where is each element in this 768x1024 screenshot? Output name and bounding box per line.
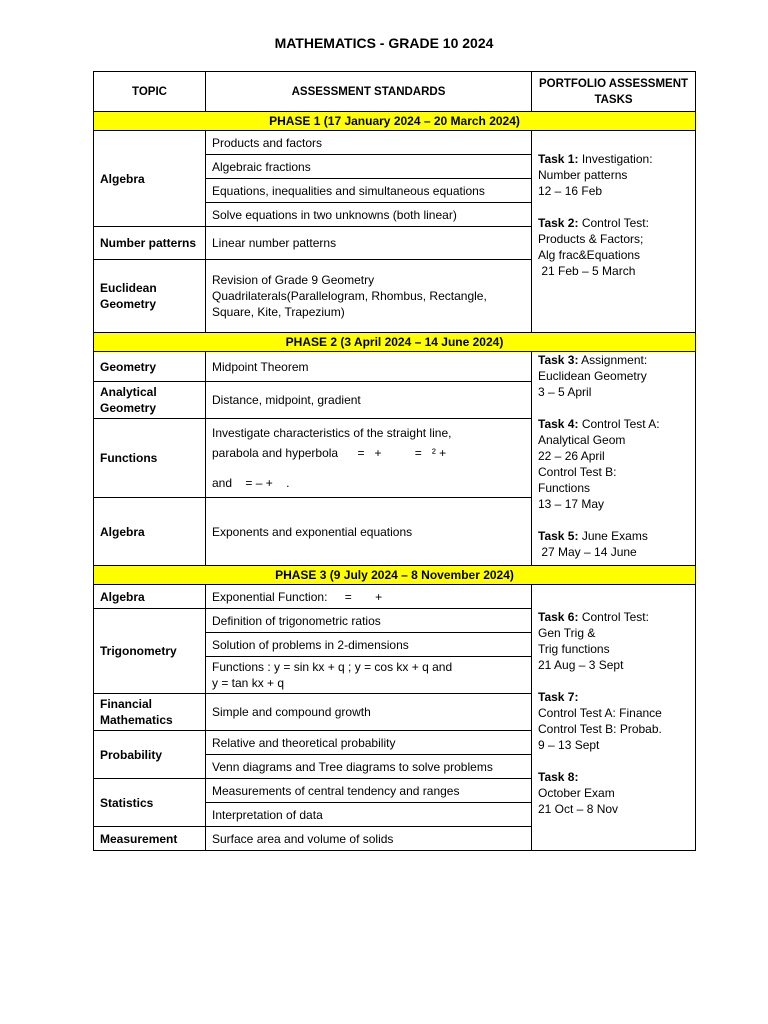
header-standards: ASSESSMENT STANDARDS [206,72,532,112]
task-5: Task 5: June Exams [538,529,648,543]
phase-3-banner: PHASE 3 (9 July 2024 – 8 November 2024) [94,566,696,585]
standard-cell: Investigate characteristics of the straight line, parabola and hyperbola = + = ² + and = – + . [206,419,532,498]
task-1: Task 1: Investigation: [538,152,653,166]
phase-1-banner: PHASE 1 (17 January 2024 – 20 March 2024) [94,112,696,131]
standard-cell: Revision of Grade 9 Geometry Quadrilaterals(Parallelogram, Rhombus, Rectangle, Square, Kite, Trapezium) [206,260,532,333]
topic-cell: Financial Mathematics [94,694,206,731]
topic-cell: Geometry [94,352,206,382]
standard-cell: Venn diagrams and Tree diagrams to solve problems [206,755,532,779]
topic-cell: Functions [94,419,206,498]
standard-cell: Surface area and volume of solids [206,827,532,851]
topic-cell: Algebra [94,585,206,609]
table-row [94,585,696,609]
topic-cell: Algebra [94,131,206,227]
standard-cell: Relative and theoretical probability [206,731,532,755]
standard-cell: Solution of problems in 2-dimensions [206,633,532,657]
standard-cell: Solve equations in two unknowns (both linear) [206,203,532,227]
task-2: Task 2: Control Test: [538,216,649,230]
portfolio-tasks-phase-3: Task 6: Control Test: Gen Trig & Trig functions 21 Aug – 3 Sept Task 7: Control Test A: Finance Control Test B: Probab. 9 – 13 Sept Task 8: October Exam 21 Oct – 8 Nov [532,585,696,851]
topic-cell: Euclidean Geometry [94,260,206,333]
table-header-row [94,72,696,112]
task-3: Task 3: Assignment: [538,353,648,367]
topic-cell: Statistics [94,779,206,827]
standard-cell: Distance, midpoint, gradient [206,382,532,419]
phase-row [94,566,696,585]
header-topic: TOPIC [94,72,206,112]
standard-cell: Simple and compound growth [206,694,532,731]
table-row [94,352,696,382]
task-6: Task 6: Control Test: [538,610,649,624]
phase-row [94,112,696,131]
standard-cell: Interpretation of data [206,803,532,827]
table-row [94,131,696,155]
header-portfolio: PORTFOLIO ASSESSMENT TASKS [532,72,696,112]
standard-cell: Exponents and exponential equations [206,498,532,566]
portfolio-tasks-phase-1: Task 1: Investigation: Number patterns 12 – 16 Feb Task 2: Control Test: Products & Factors; Alg frac&Equations 21 Feb – 5 March [532,131,696,333]
phase-row [94,333,696,352]
task-7: Task 7: [538,690,579,704]
topic-cell: Probability [94,731,206,779]
task-8: Task 8: [538,770,579,784]
standard-cell: Exponential Function: = + [206,585,532,609]
standard-cell: Definition of trigonometric ratios [206,609,532,633]
standard-cell: Functions : y = sin kx + q ; y = cos kx + q and y = tan kx + q [206,657,532,694]
standard-cell: Products and factors [206,131,532,155]
standard-cell: Algebraic fractions [206,155,532,179]
assessment-schedule-table [93,71,696,851]
topic-cell: Trigonometry [94,609,206,694]
topic-cell: Analytical Geometry [94,382,206,419]
standard-cell: Measurements of central tendency and ranges [206,779,532,803]
standard-cell: Linear number patterns [206,227,532,260]
standard-cell: Equations, inequalities and simultaneous equations [206,179,532,203]
phase-2-banner: PHASE 2 (3 April 2024 – 14 June 2024) [94,333,696,352]
topic-cell: Number patterns [94,227,206,260]
page-title: MATHEMATICS - GRADE 10 2024 [274,35,494,51]
topic-cell: Algebra [94,498,206,566]
portfolio-tasks-phase-2: Task 3: Assignment: Euclidean Geometry 3 – 5 April Task 4: Control Test A: Analytical Geom 22 – 26 April Control Test B: Functions 13 – 17 May Task 5: June Exams 27 May – 14 June [532,352,696,566]
task-4: Task 4: Control Test A: [538,417,660,431]
topic-cell: Measurement [94,827,206,851]
standard-cell: Midpoint Theorem [206,352,532,382]
